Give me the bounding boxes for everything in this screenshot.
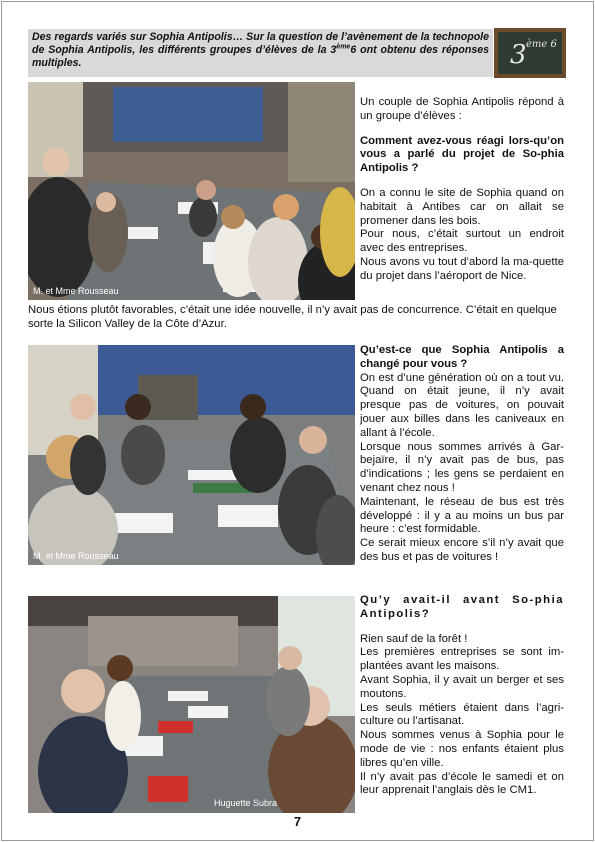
section2-answer-1: On est d’une génération où on a tout vu. Quand on était jeune, il n’y avait presque pas de voitures, on pouvait jouer aux billes dans les caniveaux en allant à l’école. (360, 371, 564, 439)
section3-answer-6: Il n’y avait pas d’école le samedi et on leur apprenait l’anglais dès le CM1. (360, 770, 564, 797)
intro-box (28, 29, 493, 77)
section2-answer-4: Ce serait mieux encore s’il n’y avait que des bus et pas de voitures ! (360, 537, 564, 563)
section3-answer-5: Nous sommes venus à Sophia pour le mode de vie : nos enfants étaient plus libres qu’en ville. (360, 729, 564, 769)
section3-answer-2: Les premières entreprises se sont im-plantées avant les maisons. (360, 646, 564, 673)
section1-lead: Un couple de Sophia Antipolis répond à un groupe d’élèves : (360, 96, 564, 122)
section3-question: Qu’y avait-il avant So-phia Antipolis? (360, 594, 564, 620)
photo-classroom-3 (28, 596, 355, 813)
section2-answer-3: Maintenant, le réseau de bus est très développé : il y a au moins un bus par heure : c’est formidable. (360, 495, 564, 536)
intro-superscript: ème (336, 43, 351, 51)
photo-caption-3: Huguette Subra (214, 798, 278, 808)
photo-caption-1: M. et Mme Rousseau (33, 286, 119, 296)
section2-answer-2: Lorsque nous sommes arrivés à Gar-bejaïre, il n’y avait pas de bus, pas d’indications ; les gens se perdaient en venant chez nous ! (360, 440, 564, 494)
class-chalkboard-logo (494, 28, 566, 78)
section1-answer-2: Pour nous, c’était surtout un endroit avec des entreprises. (360, 228, 564, 255)
board-number: 3 (510, 40, 527, 70)
section3-answer-3: Avant Sophia, il y avait un berger et ses moutons. (360, 673, 564, 700)
section1-answer-1: On a connu le site de Sophia quand on habitait à Antibes car on allait se promener dans les bois. (360, 186, 564, 227)
section1-question: Comment avez-vous réagi lors-qu’on vous a parlé du projet de So-phia Antipolis ? (360, 134, 564, 175)
intro-text-part1: Des regards variés sur Sophia Antipolis… Sur la question de l’avènement de la technopole de Sophia Antipolis, les différents groupes d’élèves de la 3 (32, 31, 489, 57)
page-number: 7 (293, 814, 302, 829)
section3-answer-1: Rien sauf de la forêt ! (360, 632, 468, 645)
section1-column (360, 96, 564, 284)
photo-classroom-1 (28, 82, 355, 300)
section3-column (360, 594, 564, 798)
section1-continuation: Nous étions plutôt favorables, c’était une idée nouvelle, il n’y avait pas de concurrence. C’était en quelque sorte la Silicon Valley de la Côte d’Azur. (28, 304, 557, 330)
section2-question: Qu’est-ce que Sophia Antipolis a changé pour vous ? (360, 344, 564, 370)
photo-classroom-2 (28, 345, 355, 565)
intro-text-part2: 6 ont obtenu des réponses multiples. (32, 44, 490, 70)
section3-answer-4: Les seuls métiers étaient dans l’agri-culture ou l’artisanat. (360, 701, 564, 728)
section1-answer-3: Nous avons vu tout d’abord la ma-quette du projet dans l’aéroport de Nice. (360, 255, 564, 282)
board-suffix: ème 6 (526, 39, 557, 50)
photo-caption-2: M. et Mme Rousseau (33, 551, 119, 561)
section2-column (360, 344, 564, 565)
